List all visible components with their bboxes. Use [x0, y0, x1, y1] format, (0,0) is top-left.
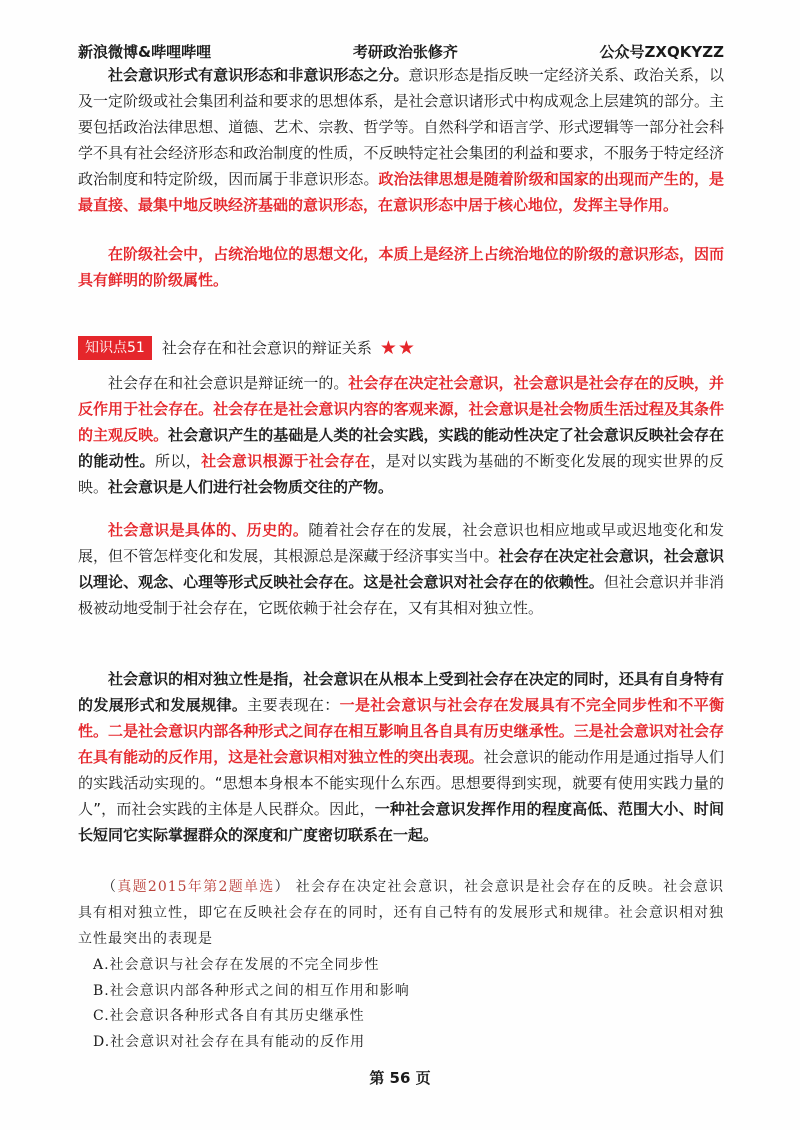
question-open-bracket: （ — [102, 879, 118, 895]
bold-text: 社会意识是人们进行社会物质交往的产物。 — [108, 478, 394, 496]
answer-option-b: B.社会意识内部各种形式之间的相互作用和影响 — [93, 982, 410, 999]
bold-text: 社会意识的相对独立性是指，社会意识在从根本上受到社会存在决定的同时，还具有自身特有的发展形式和发展规律。 — [78, 670, 724, 714]
bold-text: 社会意识形式有意识形态和非意识形态之分。 — [108, 66, 409, 84]
answer-option-d: D.社会意识对社会存在具有能动的反作用 — [93, 1034, 366, 1051]
answer-option-c: C.社会意识各种形式各自有其历史继承性 — [93, 1008, 365, 1025]
header-right-text: 公众号ZXQKYZZ — [599, 43, 724, 61]
section-title: 社会存在和社会意识的辩证关系 — [161, 339, 372, 357]
paragraph-class-attribute — [78, 241, 724, 293]
highlighted-text: 政治法律思想是随着阶级和国家的出现而产生的，是最直接、最集中地反映经济基础的意识形态，在意识形态中居于核心地位，发挥主导作用。 — [78, 170, 724, 214]
page-number: 第 56 页 — [369, 1069, 431, 1087]
body-text: 社会意识的能动作用是通过指导人们的实践活动实现的。“思想本身根本不能实现什么东西。思想要得到实现，就要有使用实践力量的人”，而社会实践的主体是人民群众。因此， — [78, 748, 724, 818]
body-text: 意识形态是指反映一定经济关系、政治关系，以及一定阶级或社会集团利益和要求的思想体系，是社会意识诸形式中构成观念上层建筑的部分。主要包括政治法律思想、道德、艺术、宗教、哲学等。自然科学和语言学、形式逻辑等一部分社会科学不具有社会经济形态和政治制度的性质，不反映特定社会集团的利益和要求，不服务于特定经济政治制度和特定阶级，因而属于非意识形态。 — [78, 66, 724, 188]
paragraph-ideology — [78, 62, 724, 218]
highlighted-text: 社会存在决定社会意识，社会意识是社会存在的反映，并反作用于社会存在。 — [78, 374, 724, 418]
exam-question — [78, 874, 724, 952]
highlighted-text: 在阶级社会中，占统治地位的思想文化，本质上是经济上占统治地位的阶级的意识形态，因而具有鲜明的阶级属性。 — [78, 245, 724, 289]
paragraph-dialectical-unity — [78, 370, 724, 500]
header-center-text: 考研政治张修齐 — [352, 43, 458, 61]
bold-text: 社会存在决定社会意识，社会意识以理论、观念、心理等形式反映社会存在。这是社会意识对社会存在的依赖性。 — [78, 547, 724, 591]
body-text: ，是对以实践为基础的不断变化发展的现实世界的反映。 — [78, 452, 724, 496]
bold-text: 一种社会意识发挥作用的程度高低、范围大小、时间长短同它实际掌握群众的深度和广度密切联系在一起。 — [78, 800, 724, 844]
highlighted-text: 社会意识根源于社会存在 — [201, 452, 371, 470]
body-text: 随着社会存在的发展，社会意识也相应地或早或迟地变化和发展，但不管怎样变化和发展，其根源总是深藏于经济事实当中。 — [78, 521, 724, 565]
knowledge-point-badge: 知识点51 — [78, 336, 152, 360]
question-stem: 社会存在决定社会意识，社会意识是社会存在的反映。社会意识具有相对独立性，即它在反映社会存在的同时，还有自己特有的发展形式和规律。社会意识相对独立性最突出的表现是 — [78, 879, 725, 947]
section-heading — [78, 336, 416, 360]
body-text: 所以， — [154, 452, 202, 470]
question-close-bracket: ） — [274, 879, 290, 895]
bold-text: 社会意识产生的基础是人类的社会实践，实践的能动性决定了社会意识反映社会存在的能动性。 — [78, 426, 724, 470]
paragraph-relative-independence — [78, 666, 724, 848]
body-text: 社会存在和社会意识是辩证统一的。 — [108, 374, 349, 392]
highlighted-text: 社会意识是具体的、历史的。 — [108, 521, 309, 539]
answer-option-a: A.社会意识与社会存在发展的不完全同步性 — [93, 957, 380, 973]
body-text: 但社会意识并非消极被动地受制于社会存在，它既依赖于社会存在，又有其相对独立性。 — [78, 573, 724, 617]
page-header — [78, 42, 724, 62]
question-source-label: 真题2015年第2题单选 — [117, 879, 275, 895]
paragraph-concrete-historical — [78, 517, 724, 621]
body-text: 主要表现在： — [247, 696, 340, 714]
importance-stars: ★★ — [379, 337, 416, 359]
answer-options — [93, 953, 693, 1056]
header-left-text: 新浪微博&哔哩哔哩 — [78, 43, 212, 61]
highlighted-text: 社会存在是社会意识内容的客观来源，社会意识是社会物质生活过程及其条件的主观反映。 — [78, 400, 724, 444]
highlighted-text: 一是社会意识与社会存在发展具有不完全同步性和不平衡性。二是社会意识内部各种形式之间存在相互影响且各自具有历史继承性。三是社会意识对社会存在具有能动的反作用，这是社会意识相对独立性的突出表现。 — [78, 696, 724, 766]
